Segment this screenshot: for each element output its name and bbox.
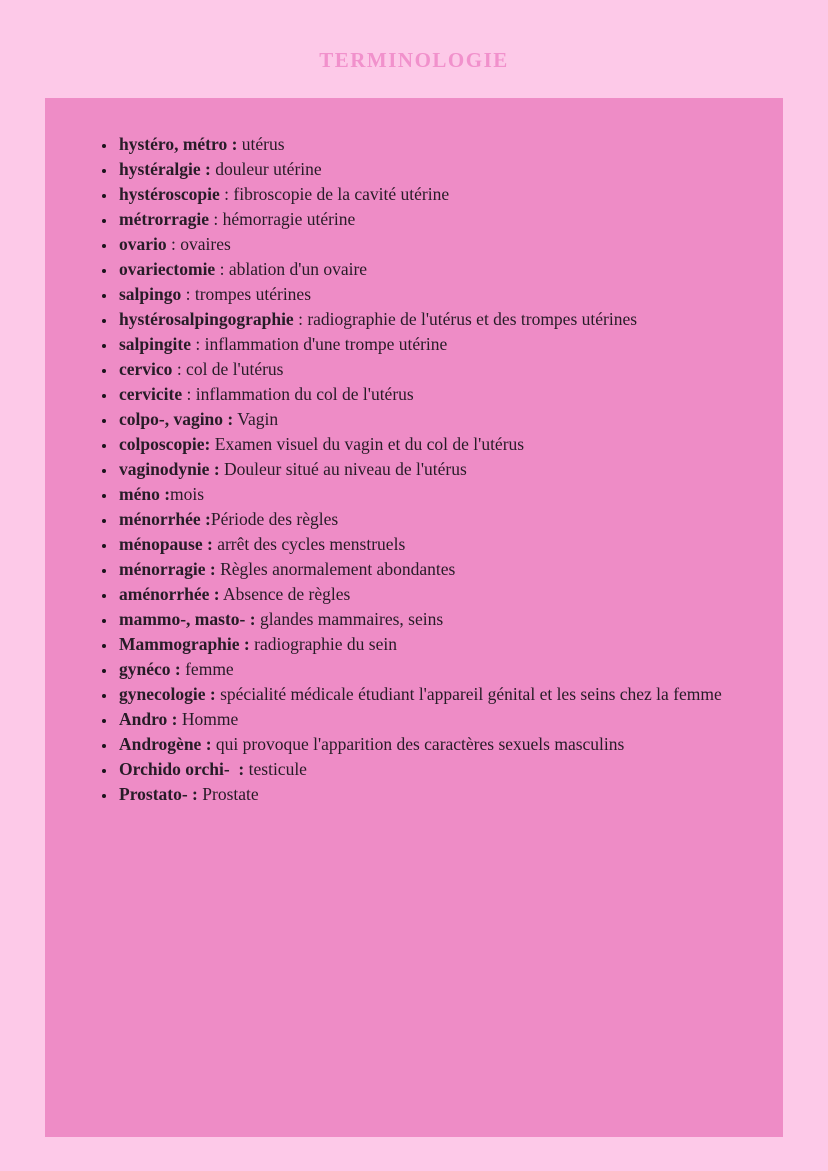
term-name: ménorragie :: [119, 559, 216, 579]
term-name: ménopause :: [119, 534, 213, 554]
term-name: Prostato- :: [119, 784, 198, 804]
term-definition: Douleur situé au niveau de l'utérus: [219, 459, 467, 479]
term-name: ovariectomie: [119, 259, 216, 279]
term-definition: : ovaires: [166, 234, 231, 254]
term-definition: utérus: [237, 134, 285, 154]
term-item: [117, 232, 743, 257]
term-item: [117, 707, 743, 732]
term-name: vaginodynie :: [119, 459, 220, 479]
term-name: hystéralgie :: [119, 159, 211, 179]
term-name: gynéco :: [119, 659, 181, 679]
term-item: [117, 382, 743, 407]
term-item: [117, 582, 743, 607]
term-item: [117, 132, 743, 157]
page-title: TERMINOLOGIE: [319, 48, 509, 72]
term-name: aménorrhée :: [119, 584, 220, 604]
term-item: [117, 682, 743, 707]
term-item: [117, 657, 743, 682]
term-name: gynecologie :: [119, 684, 216, 704]
term-name: ménorrhée :: [119, 509, 211, 529]
term-item: [117, 457, 743, 482]
term-definition: mois: [170, 484, 205, 504]
term-definition: testicule: [244, 759, 307, 779]
term-definition: arrêt des cycles menstruels: [212, 534, 406, 554]
term-item: [117, 207, 743, 232]
term-definition: Prostate: [197, 784, 259, 804]
term-name: méno :: [119, 484, 171, 504]
term-list: [89, 132, 743, 807]
term-name: colpo-, vagino :: [119, 409, 234, 429]
terminology-card: [45, 98, 783, 1137]
term-item: [117, 607, 743, 632]
term-item: [117, 332, 743, 357]
term-item: [117, 182, 743, 207]
term-definition: douleur utérine: [210, 159, 322, 179]
term-definition: : radiographie de l'utérus et des trompes utérines: [293, 309, 638, 329]
term-name: cervico: [119, 359, 173, 379]
term-name: cervicite: [119, 384, 183, 404]
term-item: [117, 482, 743, 507]
term-item: [117, 757, 743, 782]
term-name: métrorragie: [119, 209, 210, 229]
term-item: [117, 282, 743, 307]
term-definition: Vagin: [233, 409, 279, 429]
term-definition: Examen visuel du vagin et du col de l'utérus: [210, 434, 525, 454]
term-name: Mammographie :: [119, 634, 250, 654]
term-item: [117, 157, 743, 182]
term-name: hystérosalpingographie: [119, 309, 294, 329]
term-definition: glandes mammaires, seins: [255, 609, 444, 629]
term-item: [117, 307, 743, 332]
term-item: [117, 357, 743, 382]
term-definition: : col de l'utérus: [172, 359, 284, 379]
term-name: Androgène :: [119, 734, 212, 754]
term-name: Andro :: [119, 709, 178, 729]
term-name: ovario: [119, 234, 167, 254]
term-name: mammo-, masto- :: [119, 609, 256, 629]
term-name: hystéro, métro :: [119, 134, 238, 154]
term-definition: Absence de règles: [219, 584, 351, 604]
term-item: [117, 507, 743, 532]
term-item: [117, 257, 743, 282]
term-item: [117, 557, 743, 582]
term-definition: : fibroscopie de la cavité utérine: [219, 184, 450, 204]
term-name: Orchido orchi- :: [119, 759, 245, 779]
term-item: [117, 732, 743, 757]
term-name: salpingo: [119, 284, 182, 304]
term-name: salpingite: [119, 334, 191, 354]
term-definition: radiographie du sein: [249, 634, 397, 654]
term-item: [117, 532, 743, 557]
term-definition: : ablation d'un ovaire: [215, 259, 368, 279]
term-definition: femme: [180, 659, 234, 679]
term-definition: : inflammation d'une trompe utérine: [190, 334, 448, 354]
term-name: colposcopie:: [119, 434, 211, 454]
term-definition: qui provoque l'apparition des caractères sexuels masculins: [211, 734, 625, 754]
term-definition: spécialité médicale étudiant l'appareil génital et les seins chez la femme: [215, 684, 722, 704]
term-definition: : inflammation du col de l'utérus: [182, 384, 414, 404]
term-name: hystéroscopie: [119, 184, 220, 204]
term-definition: Homme: [177, 709, 239, 729]
term-definition: Règles anormalement abondantes: [215, 559, 456, 579]
term-item: [117, 432, 743, 457]
term-item: [117, 632, 743, 657]
term-item: [117, 407, 743, 432]
term-definition: Période des règles: [210, 509, 339, 529]
term-definition: : hémorragie utérine: [209, 209, 356, 229]
term-definition: : trompes utérines: [181, 284, 312, 304]
term-item: [117, 782, 743, 807]
